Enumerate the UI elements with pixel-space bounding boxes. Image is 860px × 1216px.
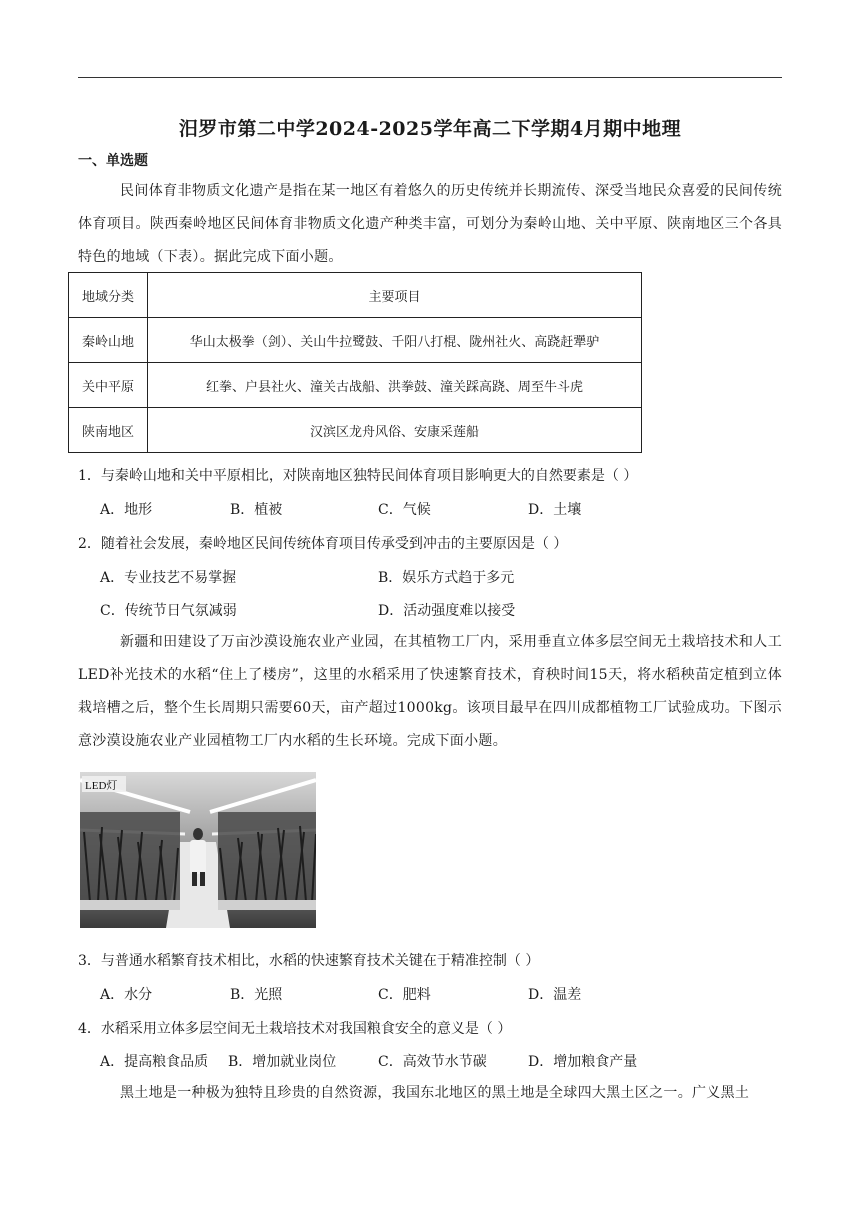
- question-1-option-b[interactable]: B．植被: [230, 502, 283, 518]
- region-table: [68, 272, 642, 453]
- table-cell: 陕南地区: [69, 408, 148, 453]
- passage-rice-factory: 新疆和田建设了万亩沙漠设施农业产业园，在其植物工厂内，采用垂直立体多层空间无土栽培技术和人工LED补光技术的水稻“住上了楼房”，这里的水稻采用了快速繁育技术，育秧时间15天，将水稻秧苗定植到立体栽培槽之后，整个生长周期只需要60天，亩产超过1000kg。该项目最早在四川成都植物工厂试验成功。下图示意沙漠设施农业产业园植物工厂内水稻的生长环境。完成下面小题。: [78, 634, 782, 749]
- question-3-option-a[interactable]: A．水分: [100, 987, 153, 1003]
- passage-intangible-heritage: 民间体育非物质文化遗产是指在某一地区有着悠久的历史传统并长期流传、深受当地民众喜爱的民间传统体育项目。陕西秦岭地区民间体育非物质文化遗产种类丰富，可划分为秦岭山地、关中平原、陕南地区三个各具特色的地域（下表）。据此完成下面小题。: [78, 183, 782, 265]
- question-3-stem: 3．与普通水稻繁育技术相比，水稻的快速繁育技术关键在于精准控制（ ）: [78, 953, 540, 969]
- question-3-option-d[interactable]: D．温差: [528, 987, 582, 1003]
- rice-plant-factory-photo: [80, 772, 316, 928]
- table-cell: 汉滨区龙舟风俗、安康采莲船: [148, 408, 642, 453]
- question-2-option-a[interactable]: A．专业技艺不易掌握: [100, 570, 237, 586]
- table-header-row: [69, 273, 642, 318]
- question-4-option-c[interactable]: C．高效节水节碳: [378, 1054, 487, 1070]
- table-cell: 秦岭山地: [69, 318, 148, 363]
- header-rule: [78, 77, 782, 78]
- question-1-option-c[interactable]: C．气候: [378, 502, 431, 518]
- table-cell: 红拳、户县社火、潼关古战船、洪拳鼓、潼关踩高跷、周至牛斗虎: [148, 363, 642, 408]
- passage-black-soil: 黑土地是一种极为独特且珍贵的自然资源，我国东北地区的黑土地是全球四大黑土区之一。广义黑土: [120, 1085, 750, 1101]
- question-1-option-d[interactable]: D．土壤: [528, 502, 582, 518]
- table-cell: 关中平原: [69, 363, 148, 408]
- table-header-cell: 主要项目: [148, 273, 642, 318]
- table-row: [69, 408, 642, 453]
- question-1-stem: 1．与秦岭山地和关中平原相比，对陕南地区独特民间体育项目影响更大的自然要素是（ ）: [78, 468, 638, 484]
- table-row: [69, 318, 642, 363]
- question-1-option-a[interactable]: A．地形: [100, 502, 153, 518]
- question-4-stem: 4．水稻采用立体多层空间无土栽培技术对我国粮食安全的意义是（ ）: [78, 1021, 512, 1037]
- question-2-option-d[interactable]: D．活动强度难以接受: [378, 603, 516, 619]
- question-3-option-b[interactable]: B．光照: [230, 987, 283, 1003]
- question-2-option-c[interactable]: C．传统节日气氛减弱: [100, 603, 237, 619]
- question-4-option-b[interactable]: B．增加就业岗位: [228, 1054, 337, 1070]
- question-2-stem: 2．随着社会发展，秦岭地区民间传统体育项目传承受到冲击的主要原因是（ ）: [78, 536, 568, 552]
- table-row: [69, 363, 642, 408]
- question-3-option-c[interactable]: C．肥料: [378, 987, 431, 1003]
- question-2-option-b[interactable]: B．娱乐方式趋于多元: [378, 570, 515, 586]
- led-light-label: LED灯: [85, 780, 118, 792]
- table-header-cell: 地域分类: [69, 273, 148, 318]
- question-4-option-d[interactable]: D．增加粮食产量: [528, 1054, 638, 1070]
- table-cell: 华山太极拳（剑）、关山牛拉鹭鼓、千阳八打棍、陇州社火、高跷赶犟驴: [148, 318, 642, 363]
- rice-photo-illustration: [80, 772, 316, 928]
- section-heading: 一、单选题: [78, 153, 148, 169]
- question-4-option-a[interactable]: A．提高粮食品质: [100, 1054, 209, 1070]
- page-title: 汨罗市第二中学2024-2025学年高二下学期4月期中地理: [178, 118, 682, 140]
